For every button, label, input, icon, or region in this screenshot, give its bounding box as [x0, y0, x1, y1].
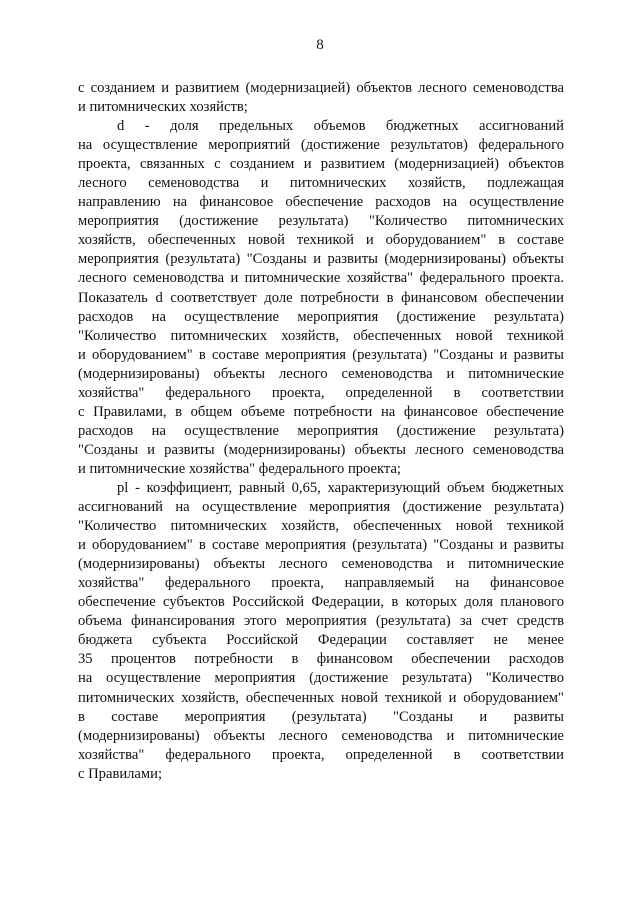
text-line: (модернизированы) объекты лесного семеноводства и питомнические: [78, 556, 564, 573]
text-line: лесного семеноводства и питомнические хозяйства" федерального проекта.: [78, 270, 564, 287]
text-line: бюджета субъекта Российской Федерации составляет не менее: [78, 632, 564, 649]
text-line: и питомнические хозяйства" федерального проекта;: [78, 460, 401, 477]
text-line: проекта, связанных с созданием и развитием (модернизацией) объектов: [78, 156, 564, 173]
text-line: и питомнических хозяйств;: [78, 99, 248, 116]
page-number: 8: [316, 37, 324, 53]
text-line: (модернизированы) объекты лесного семеноводства и питомнические: [78, 727, 564, 744]
body-text: [78, 79, 564, 784]
text-line: d - доля предельных объемов бюджетных ассигнований: [117, 118, 564, 135]
text-line: питомнических хозяйств, обеспеченных новой техникой и оборудованием": [78, 689, 564, 706]
text-line: лесного семеноводства и питомнических хозяйств, подлежащая: [78, 175, 564, 192]
text-line: мероприятия (результата) "Созданы и развиты (модернизированы) объекты: [78, 251, 564, 268]
text-line: 35 процентов потребности в финансовом обеспечении расходов: [78, 651, 564, 668]
text-line: на осуществление мероприятия (достижение результата) "Количество: [78, 670, 564, 687]
text-line: расходов на осуществление мероприятия (достижение результата): [78, 422, 564, 439]
text-line: и оборудованием" в составе мероприятия (результата) "Созданы и развиты: [78, 346, 564, 363]
text-line: расходов на осуществление мероприятия (достижение результата): [78, 308, 564, 325]
text-line: "Количество питомнических хозяйств, обеспеченных новой техникой: [78, 518, 564, 535]
text-line: хозяйства" федерального проекта, направляемый на финансовое: [78, 575, 564, 592]
text-line: "Количество питомнических хозяйств, обеспеченных новой техникой: [78, 327, 564, 344]
text-line: на осуществление мероприятий (достижение результатов) федерального: [78, 137, 564, 154]
text-line: (модернизированы) объекты лесного семеноводства и питомнические: [78, 365, 564, 382]
text-line: обеспечение субъектов Российской Федерации, в которых доля планового: [78, 594, 564, 611]
text-line: хозяйств, обеспеченных новой техникой и оборудованием" в составе: [78, 232, 564, 249]
text-line: хозяйства" федерального проекта, определенной в соответствии: [78, 746, 564, 763]
text-line: в составе мероприятия (результата) "Созданы и развиты: [78, 708, 564, 725]
text-line: с созданием и развитием (модернизацией) объектов лесного семеноводства: [78, 80, 564, 96]
text-line: и оборудованием" в составе мероприятия (результата) "Созданы и развиты: [78, 537, 564, 554]
text-line: мероприятия (достижение результата) "Количество питомнических: [78, 213, 564, 230]
text-line: с Правилами, в общем объеме потребности на финансовое обеспечение: [78, 403, 564, 420]
text-line: с Правилами;: [78, 765, 162, 782]
text-line: хозяйства" федерального проекта, определенной в соответствии: [78, 384, 564, 401]
text-line: объема финансирования этого мероприятия (результата) за счет средств: [78, 613, 564, 630]
text-line: Показатель d соответствует доле потребности в финансовом обеспечении: [78, 289, 564, 306]
text-line: ассигнований на осуществление мероприятия (достижение результата): [78, 499, 564, 516]
text-line: pl - коэффициент, равный 0,65, характеризующий объем бюджетных: [117, 479, 564, 496]
text-line: "Созданы и развиты (модернизированы) объекты лесного семеноводства: [78, 441, 564, 458]
text-line: направлению на финансовое обеспечение расходов на осуществление: [78, 194, 564, 211]
